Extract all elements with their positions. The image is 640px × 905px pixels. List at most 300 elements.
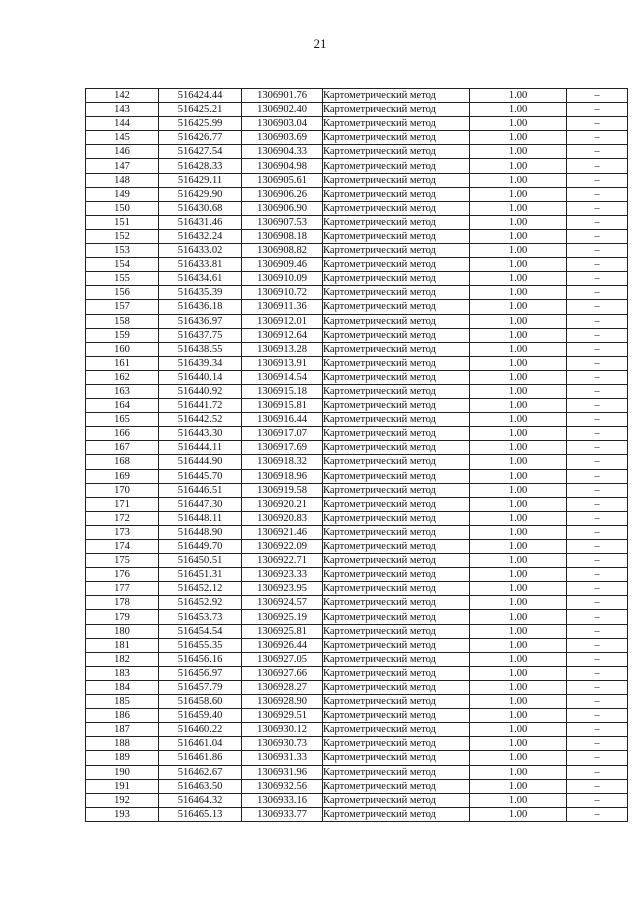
x-coordinate-cell: 516454.54 — [159, 624, 242, 638]
y-coordinate-cell: 1306901.76 — [242, 89, 323, 103]
point-number-cell: 148 — [86, 173, 159, 187]
accuracy-cell: 1.00 — [470, 610, 567, 624]
point-number-cell: 154 — [86, 258, 159, 272]
method-cell: Картометрический метод — [323, 370, 470, 384]
accuracy-cell: 1.00 — [470, 201, 567, 215]
table-row — [86, 469, 628, 483]
x-coordinate-cell: 516425.21 — [159, 103, 242, 117]
y-coordinate-cell: 1306904.98 — [242, 159, 323, 173]
x-coordinate-cell: 516439.34 — [159, 356, 242, 370]
table-row — [86, 356, 628, 370]
table-row — [86, 751, 628, 765]
y-coordinate-cell: 1306905.61 — [242, 173, 323, 187]
table-row — [86, 624, 628, 638]
y-coordinate-cell: 1306922.09 — [242, 540, 323, 554]
table-row — [86, 342, 628, 356]
accuracy-cell: 1.00 — [470, 356, 567, 370]
dash-cell: – — [567, 469, 628, 483]
dash-cell: – — [567, 807, 628, 821]
table-row — [86, 145, 628, 159]
point-number-cell: 188 — [86, 737, 159, 751]
table-row — [86, 300, 628, 314]
x-coordinate-cell: 516438.55 — [159, 342, 242, 356]
dash-cell: – — [567, 737, 628, 751]
y-coordinate-cell: 1306933.77 — [242, 807, 323, 821]
table-row — [86, 610, 628, 624]
point-number-cell: 164 — [86, 399, 159, 413]
dash-cell: – — [567, 370, 628, 384]
x-coordinate-cell: 516462.67 — [159, 765, 242, 779]
y-coordinate-cell: 1306904.33 — [242, 145, 323, 159]
y-coordinate-cell: 1306932.56 — [242, 779, 323, 793]
y-coordinate-cell: 1306919.58 — [242, 483, 323, 497]
point-number-cell: 144 — [86, 117, 159, 131]
accuracy-cell: 1.00 — [470, 469, 567, 483]
y-coordinate-cell: 1306910.09 — [242, 272, 323, 286]
table-row — [86, 554, 628, 568]
x-coordinate-cell: 516444.90 — [159, 455, 242, 469]
accuracy-cell: 1.00 — [470, 652, 567, 666]
point-number-cell: 159 — [86, 328, 159, 342]
dash-cell: – — [567, 300, 628, 314]
point-number-cell: 158 — [86, 314, 159, 328]
table-row — [86, 511, 628, 525]
point-number-cell: 190 — [86, 765, 159, 779]
method-cell: Картометрический метод — [323, 187, 470, 201]
point-number-cell: 171 — [86, 497, 159, 511]
dash-cell: – — [567, 215, 628, 229]
x-coordinate-cell: 516447.30 — [159, 497, 242, 511]
dash-cell: – — [567, 610, 628, 624]
table-row — [86, 497, 628, 511]
y-coordinate-cell: 1306908.82 — [242, 244, 323, 258]
dash-cell: – — [567, 314, 628, 328]
method-cell: Картометрический метод — [323, 582, 470, 596]
x-coordinate-cell: 516427.54 — [159, 145, 242, 159]
dash-cell: – — [567, 89, 628, 103]
method-cell: Картометрический метод — [323, 159, 470, 173]
table-row — [86, 568, 628, 582]
dash-cell: – — [567, 244, 628, 258]
table-row — [86, 201, 628, 215]
accuracy-cell: 1.00 — [470, 751, 567, 765]
x-coordinate-cell: 516436.18 — [159, 300, 242, 314]
x-coordinate-cell: 516449.70 — [159, 540, 242, 554]
point-number-cell: 174 — [86, 540, 159, 554]
y-coordinate-cell: 1306916.44 — [242, 413, 323, 427]
method-cell: Картометрический метод — [323, 117, 470, 131]
table-row — [86, 638, 628, 652]
method-cell: Картометрический метод — [323, 131, 470, 145]
table-row — [86, 455, 628, 469]
dash-cell: – — [567, 187, 628, 201]
method-cell: Картометрический метод — [323, 737, 470, 751]
point-number-cell: 142 — [86, 89, 159, 103]
accuracy-cell: 1.00 — [470, 624, 567, 638]
y-coordinate-cell: 1306927.05 — [242, 652, 323, 666]
accuracy-cell: 1.00 — [470, 497, 567, 511]
dash-cell: – — [567, 596, 628, 610]
accuracy-cell: 1.00 — [470, 540, 567, 554]
table-row — [86, 103, 628, 117]
x-coordinate-cell: 516428.33 — [159, 159, 242, 173]
dash-cell: – — [567, 511, 628, 525]
table-row — [86, 793, 628, 807]
y-coordinate-cell: 1306931.33 — [242, 751, 323, 765]
dash-cell: – — [567, 384, 628, 398]
method-cell: Картометрический метод — [323, 89, 470, 103]
x-coordinate-cell: 516448.11 — [159, 511, 242, 525]
dash-cell: – — [567, 342, 628, 356]
accuracy-cell: 1.00 — [470, 525, 567, 539]
table-row — [86, 244, 628, 258]
method-cell: Картометрический метод — [323, 554, 470, 568]
method-cell: Картометрический метод — [323, 596, 470, 610]
dash-cell: – — [567, 680, 628, 694]
dash-cell: – — [567, 427, 628, 441]
table-row — [86, 370, 628, 384]
accuracy-cell: 1.00 — [470, 272, 567, 286]
x-coordinate-cell: 516437.75 — [159, 328, 242, 342]
table-row — [86, 258, 628, 272]
accuracy-cell: 1.00 — [470, 173, 567, 187]
dash-cell: – — [567, 709, 628, 723]
point-number-cell: 179 — [86, 610, 159, 624]
point-number-cell: 185 — [86, 695, 159, 709]
method-cell: Картометрический метод — [323, 314, 470, 328]
x-coordinate-cell: 516451.31 — [159, 568, 242, 582]
method-cell: Картометрический метод — [323, 483, 470, 497]
method-cell: Картометрический метод — [323, 666, 470, 680]
method-cell: Картометрический метод — [323, 751, 470, 765]
table-row — [86, 384, 628, 398]
point-number-cell: 143 — [86, 103, 159, 117]
table-row — [86, 680, 628, 694]
point-number-cell: 193 — [86, 807, 159, 821]
method-cell: Картометрический метод — [323, 286, 470, 300]
table-row — [86, 807, 628, 821]
accuracy-cell: 1.00 — [470, 709, 567, 723]
x-coordinate-cell: 516452.12 — [159, 582, 242, 596]
dash-cell: – — [567, 568, 628, 582]
dash-cell: – — [567, 131, 628, 145]
point-number-cell: 169 — [86, 469, 159, 483]
dash-cell: – — [567, 413, 628, 427]
table-row — [86, 173, 628, 187]
x-coordinate-cell: 516455.35 — [159, 638, 242, 652]
y-coordinate-cell: 1306913.91 — [242, 356, 323, 370]
x-coordinate-cell: 516424.44 — [159, 89, 242, 103]
point-number-cell: 153 — [86, 244, 159, 258]
accuracy-cell: 1.00 — [470, 300, 567, 314]
x-coordinate-cell: 516443.30 — [159, 427, 242, 441]
point-number-cell: 165 — [86, 413, 159, 427]
point-number-cell: 186 — [86, 709, 159, 723]
method-cell: Картометрический метод — [323, 807, 470, 821]
accuracy-cell: 1.00 — [470, 807, 567, 821]
accuracy-cell: 1.00 — [470, 370, 567, 384]
y-coordinate-cell: 1306931.96 — [242, 765, 323, 779]
x-coordinate-cell: 516429.90 — [159, 187, 242, 201]
point-number-cell: 176 — [86, 568, 159, 582]
point-number-cell: 147 — [86, 159, 159, 173]
accuracy-cell: 1.00 — [470, 413, 567, 427]
method-cell: Картометрический метод — [323, 568, 470, 582]
accuracy-cell: 1.00 — [470, 596, 567, 610]
x-coordinate-cell: 516432.24 — [159, 229, 242, 243]
point-number-cell: 150 — [86, 201, 159, 215]
table-row — [86, 159, 628, 173]
accuracy-cell: 1.00 — [470, 399, 567, 413]
x-coordinate-cell: 516440.14 — [159, 370, 242, 384]
method-cell: Картометрический метод — [323, 652, 470, 666]
x-coordinate-cell: 516426.77 — [159, 131, 242, 145]
point-number-cell: 177 — [86, 582, 159, 596]
table-row — [86, 187, 628, 201]
dash-cell: – — [567, 173, 628, 187]
dash-cell: – — [567, 441, 628, 455]
table-row — [86, 314, 628, 328]
y-coordinate-cell: 1306913.28 — [242, 342, 323, 356]
method-cell: Картометрический метод — [323, 723, 470, 737]
dash-cell: – — [567, 258, 628, 272]
x-coordinate-cell: 516433.81 — [159, 258, 242, 272]
dash-cell: – — [567, 525, 628, 539]
point-number-cell: 161 — [86, 356, 159, 370]
point-number-cell: 178 — [86, 596, 159, 610]
x-coordinate-cell: 516446.51 — [159, 483, 242, 497]
x-coordinate-cell: 516440.92 — [159, 384, 242, 398]
point-number-cell: 181 — [86, 638, 159, 652]
point-number-cell: 163 — [86, 384, 159, 398]
dash-cell: – — [567, 286, 628, 300]
accuracy-cell: 1.00 — [470, 384, 567, 398]
method-cell: Картометрический метод — [323, 793, 470, 807]
x-coordinate-cell: 516431.46 — [159, 215, 242, 229]
dash-cell: – — [567, 328, 628, 342]
y-coordinate-cell: 1306930.73 — [242, 737, 323, 751]
dash-cell: – — [567, 483, 628, 497]
table-row — [86, 652, 628, 666]
point-number-cell: 173 — [86, 525, 159, 539]
x-coordinate-cell: 516442.52 — [159, 413, 242, 427]
method-cell: Картометрический метод — [323, 399, 470, 413]
x-coordinate-cell: 516434.61 — [159, 272, 242, 286]
point-number-cell: 157 — [86, 300, 159, 314]
accuracy-cell: 1.00 — [470, 244, 567, 258]
accuracy-cell: 1.00 — [470, 187, 567, 201]
table-row — [86, 413, 628, 427]
method-cell: Картометрический метод — [323, 201, 470, 215]
point-number-cell: 151 — [86, 215, 159, 229]
dash-cell: – — [567, 201, 628, 215]
x-coordinate-cell: 516458.60 — [159, 695, 242, 709]
point-number-cell: 170 — [86, 483, 159, 497]
table-row — [86, 441, 628, 455]
accuracy-cell: 1.00 — [470, 582, 567, 596]
dash-cell: – — [567, 272, 628, 286]
dash-cell: – — [567, 723, 628, 737]
dash-cell: – — [567, 145, 628, 159]
accuracy-cell: 1.00 — [470, 568, 567, 582]
method-cell: Картометрический метод — [323, 244, 470, 258]
dash-cell: – — [567, 159, 628, 173]
y-coordinate-cell: 1306920.21 — [242, 497, 323, 511]
method-cell: Картометрический метод — [323, 229, 470, 243]
table-row — [86, 666, 628, 680]
y-coordinate-cell: 1306923.95 — [242, 582, 323, 596]
x-coordinate-cell: 516429.11 — [159, 173, 242, 187]
y-coordinate-cell: 1306917.69 — [242, 441, 323, 455]
accuracy-cell: 1.00 — [470, 342, 567, 356]
y-coordinate-cell: 1306902.40 — [242, 103, 323, 117]
dash-cell: – — [567, 695, 628, 709]
y-coordinate-cell: 1306915.18 — [242, 384, 323, 398]
point-number-cell: 187 — [86, 723, 159, 737]
x-coordinate-cell: 516465.13 — [159, 807, 242, 821]
dash-cell: – — [567, 793, 628, 807]
point-number-cell: 191 — [86, 779, 159, 793]
method-cell: Картометрический метод — [323, 709, 470, 723]
dash-cell: – — [567, 455, 628, 469]
table-row — [86, 525, 628, 539]
dash-cell: – — [567, 624, 628, 638]
point-number-cell: 152 — [86, 229, 159, 243]
table-row — [86, 765, 628, 779]
accuracy-cell: 1.00 — [470, 441, 567, 455]
point-number-cell: 192 — [86, 793, 159, 807]
accuracy-cell: 1.00 — [470, 793, 567, 807]
y-coordinate-cell: 1306929.51 — [242, 709, 323, 723]
y-coordinate-cell: 1306927.66 — [242, 666, 323, 680]
point-number-cell: 189 — [86, 751, 159, 765]
y-coordinate-cell: 1306924.57 — [242, 596, 323, 610]
accuracy-cell: 1.00 — [470, 483, 567, 497]
point-number-cell: 180 — [86, 624, 159, 638]
accuracy-cell: 1.00 — [470, 258, 567, 272]
table-row — [86, 737, 628, 751]
method-cell: Картометрический метод — [323, 441, 470, 455]
coordinates-table-body — [86, 89, 628, 822]
point-number-cell: 184 — [86, 680, 159, 694]
x-coordinate-cell: 516464.32 — [159, 793, 242, 807]
x-coordinate-cell: 516441.72 — [159, 399, 242, 413]
dash-cell: – — [567, 666, 628, 680]
x-coordinate-cell: 516448.90 — [159, 525, 242, 539]
accuracy-cell: 1.00 — [470, 229, 567, 243]
method-cell: Картометрический метод — [323, 145, 470, 159]
table-row — [86, 779, 628, 793]
y-coordinate-cell: 1306917.07 — [242, 427, 323, 441]
x-coordinate-cell: 516436.97 — [159, 314, 242, 328]
table-row — [86, 117, 628, 131]
point-number-cell: 146 — [86, 145, 159, 159]
point-number-cell: 160 — [86, 342, 159, 356]
point-number-cell: 166 — [86, 427, 159, 441]
y-coordinate-cell: 1306906.90 — [242, 201, 323, 215]
point-number-cell: 182 — [86, 652, 159, 666]
y-coordinate-cell: 1306914.54 — [242, 370, 323, 384]
method-cell: Картометрический метод — [323, 328, 470, 342]
method-cell: Картометрический метод — [323, 455, 470, 469]
accuracy-cell: 1.00 — [470, 215, 567, 229]
method-cell: Картометрический метод — [323, 258, 470, 272]
method-cell: Картометрический метод — [323, 356, 470, 370]
method-cell: Картометрический метод — [323, 624, 470, 638]
dash-cell: – — [567, 497, 628, 511]
point-number-cell: 167 — [86, 441, 159, 455]
x-coordinate-cell: 516445.70 — [159, 469, 242, 483]
table-row — [86, 427, 628, 441]
method-cell: Картометрический метод — [323, 384, 470, 398]
method-cell: Картометрический метод — [323, 427, 470, 441]
accuracy-cell: 1.00 — [470, 103, 567, 117]
accuracy-cell: 1.00 — [470, 159, 567, 173]
method-cell: Картометрический метод — [323, 469, 470, 483]
dash-cell: – — [567, 229, 628, 243]
table-row — [86, 131, 628, 145]
point-number-cell: 172 — [86, 511, 159, 525]
x-coordinate-cell: 516460.22 — [159, 723, 242, 737]
x-coordinate-cell: 516463.50 — [159, 779, 242, 793]
y-coordinate-cell: 1306920.83 — [242, 511, 323, 525]
accuracy-cell: 1.00 — [470, 666, 567, 680]
accuracy-cell: 1.00 — [470, 554, 567, 568]
x-coordinate-cell: 516425.99 — [159, 117, 242, 131]
dash-cell: – — [567, 751, 628, 765]
y-coordinate-cell: 1306926.44 — [242, 638, 323, 652]
y-coordinate-cell: 1306918.32 — [242, 455, 323, 469]
dash-cell: – — [567, 356, 628, 370]
accuracy-cell: 1.00 — [470, 737, 567, 751]
y-coordinate-cell: 1306930.12 — [242, 723, 323, 737]
coordinates-table — [85, 88, 628, 822]
point-number-cell: 155 — [86, 272, 159, 286]
table-row — [86, 272, 628, 286]
y-coordinate-cell: 1306903.04 — [242, 117, 323, 131]
x-coordinate-cell: 516456.16 — [159, 652, 242, 666]
y-coordinate-cell: 1306933.16 — [242, 793, 323, 807]
point-number-cell: 162 — [86, 370, 159, 384]
y-coordinate-cell: 1306923.33 — [242, 568, 323, 582]
y-coordinate-cell: 1306912.01 — [242, 314, 323, 328]
point-number-cell: 183 — [86, 666, 159, 680]
table-row — [86, 695, 628, 709]
accuracy-cell: 1.00 — [470, 328, 567, 342]
y-coordinate-cell: 1306928.90 — [242, 695, 323, 709]
table-row — [86, 709, 628, 723]
method-cell: Картометрический метод — [323, 765, 470, 779]
method-cell: Картометрический метод — [323, 695, 470, 709]
method-cell: Картометрический метод — [323, 215, 470, 229]
method-cell: Картометрический метод — [323, 300, 470, 314]
accuracy-cell: 1.00 — [470, 695, 567, 709]
table-row — [86, 483, 628, 497]
dash-cell: – — [567, 638, 628, 652]
x-coordinate-cell: 516444.11 — [159, 441, 242, 455]
y-coordinate-cell: 1306925.19 — [242, 610, 323, 624]
dash-cell: – — [567, 582, 628, 596]
table-row — [86, 399, 628, 413]
accuracy-cell: 1.00 — [470, 131, 567, 145]
method-cell: Картометрический метод — [323, 638, 470, 652]
accuracy-cell: 1.00 — [470, 89, 567, 103]
accuracy-cell: 1.00 — [470, 765, 567, 779]
x-coordinate-cell: 516450.51 — [159, 554, 242, 568]
method-cell: Картометрический метод — [323, 342, 470, 356]
dash-cell: – — [567, 117, 628, 131]
x-coordinate-cell: 516459.40 — [159, 709, 242, 723]
